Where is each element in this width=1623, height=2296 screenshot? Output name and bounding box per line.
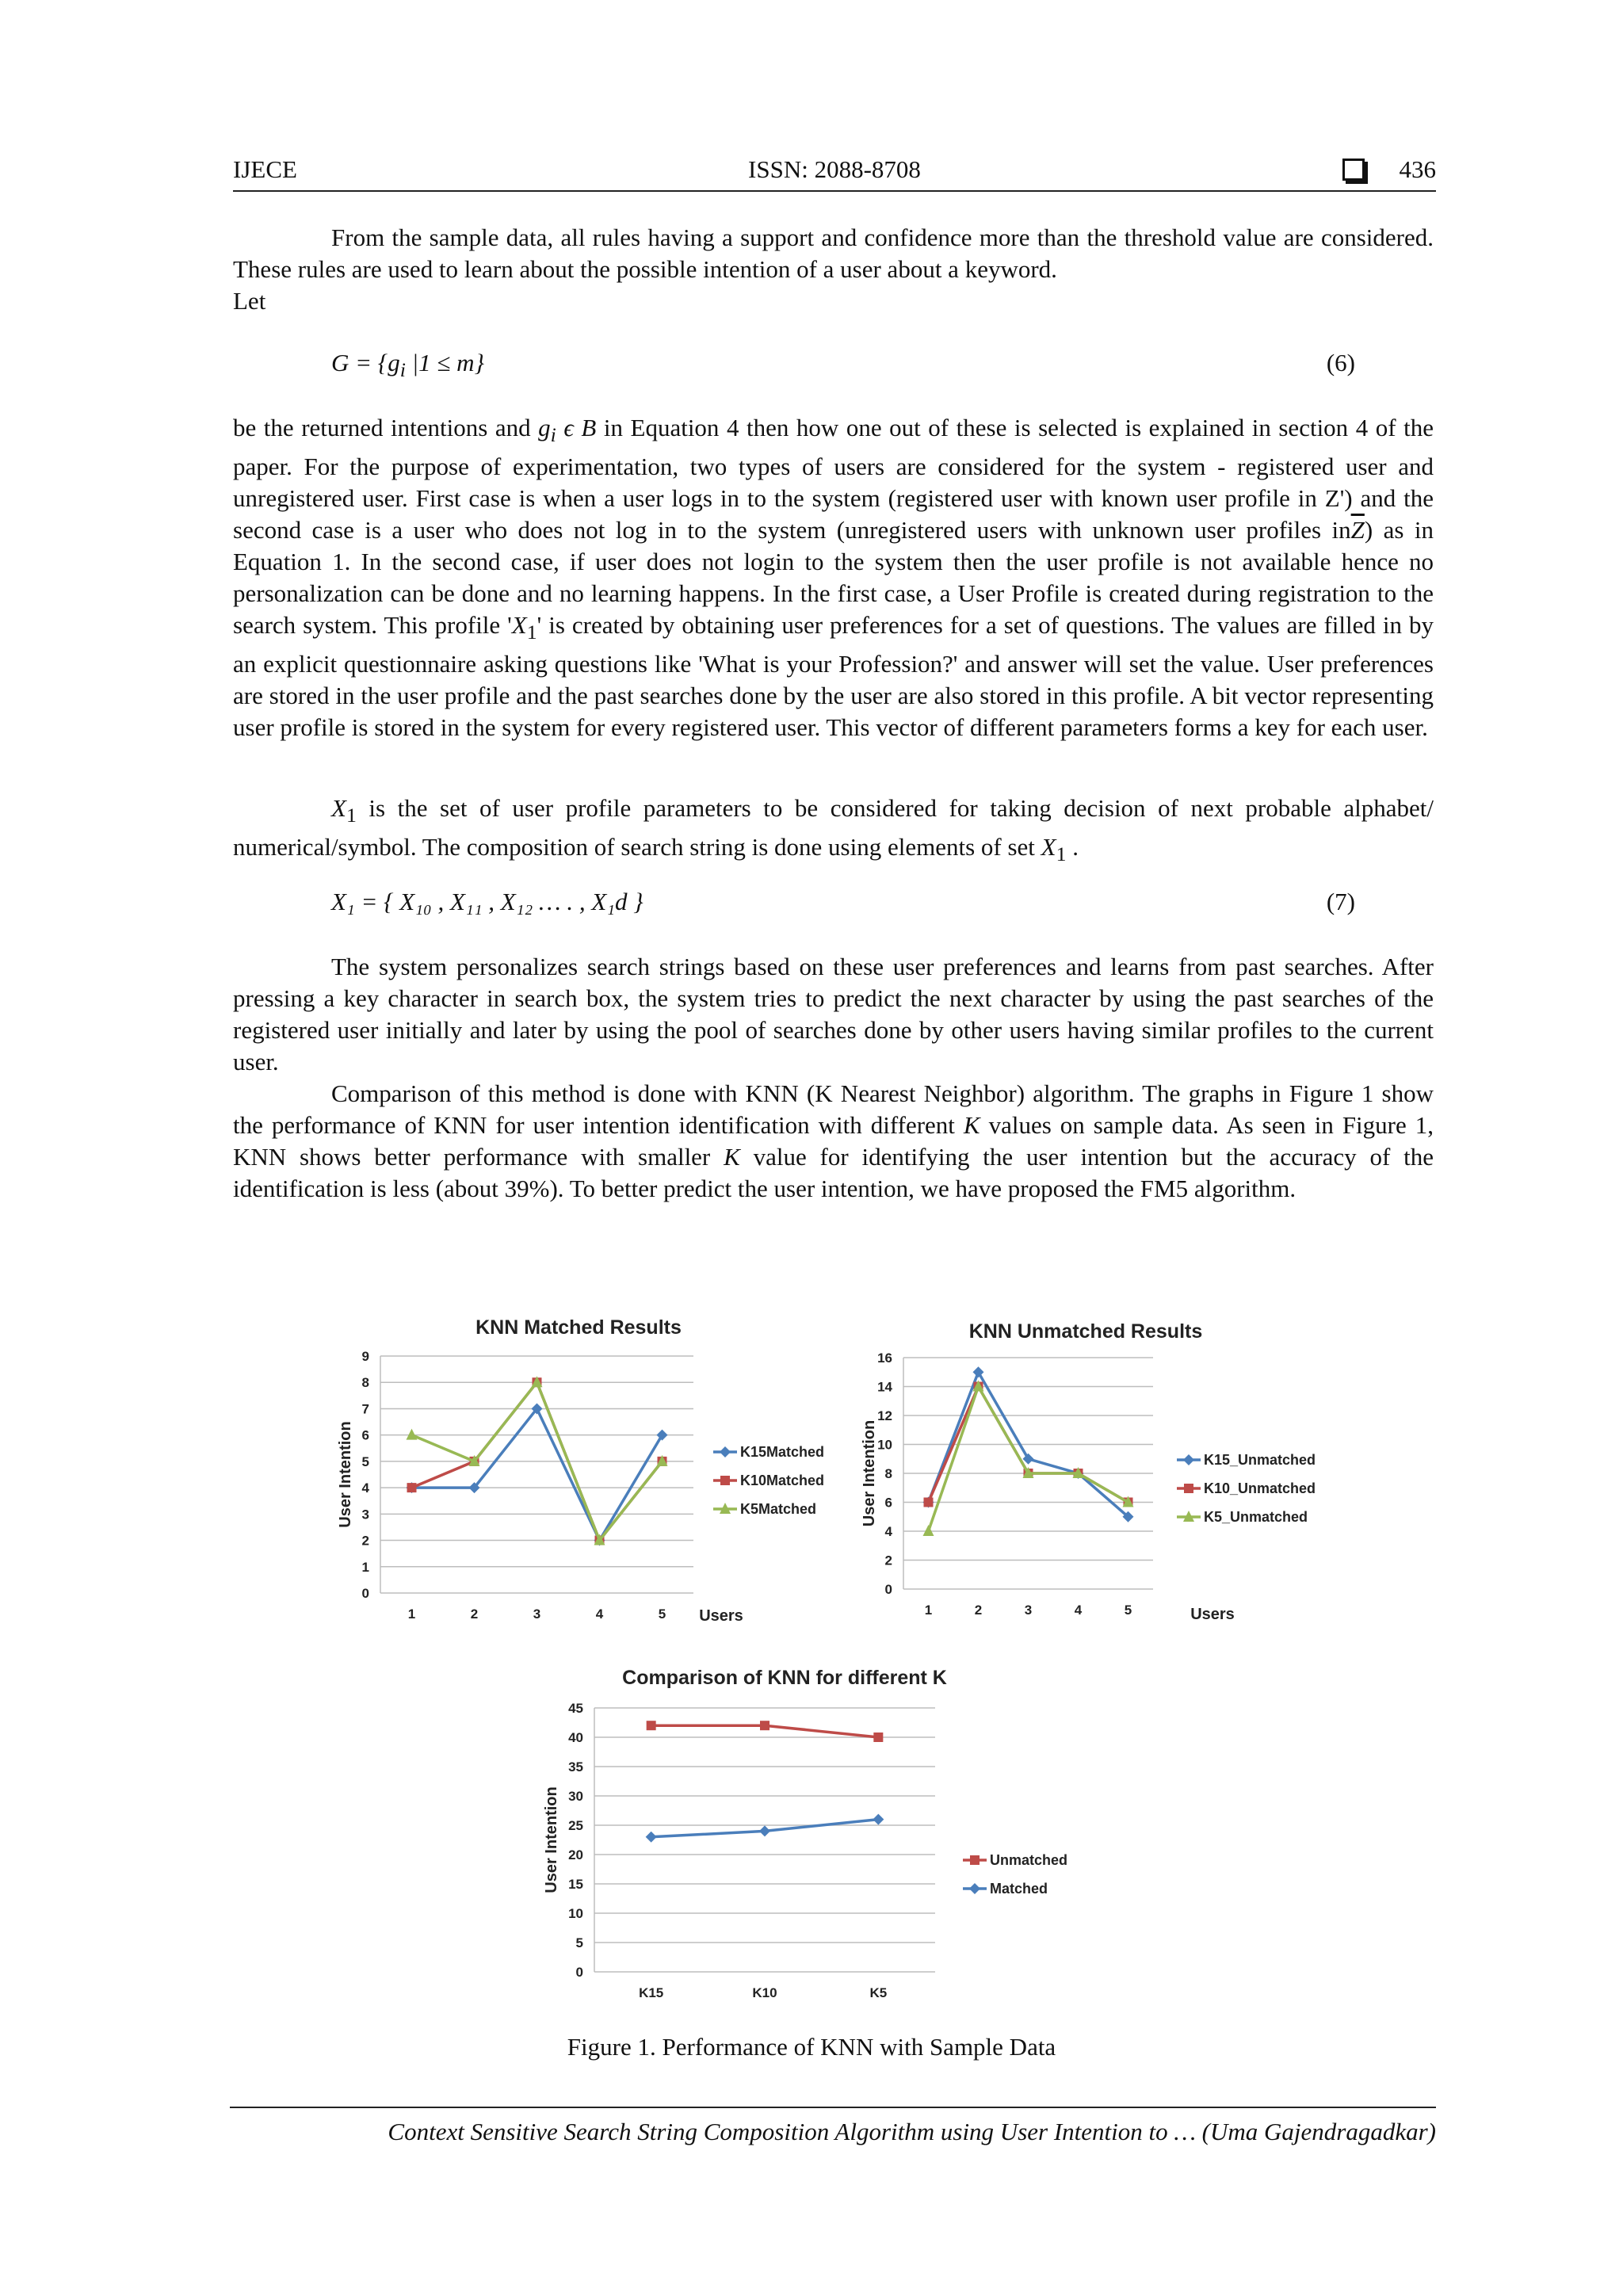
y-tick-label: 0	[575, 1965, 583, 1980]
data-point	[759, 1825, 770, 1836]
equation-6-lhs: G = {g	[331, 349, 400, 376]
p3-text-a: is the set of user profile parameters to be considered for taking decision of next probable alphabet/ numerical/symbol. The composition of search string is done using elements of set	[233, 794, 1434, 861]
page-footer: Context Sensitive Search String Composition Algorithm using User Intention to … (Uma Gajendragadkar)	[230, 2107, 1436, 2146]
legend-label: K5Matched	[740, 1501, 817, 1517]
y-tick-label: 8	[884, 1466, 892, 1481]
x-tick-label: 5	[658, 1606, 666, 1622]
p2-x-sub: 1	[526, 621, 537, 644]
data-point	[873, 1814, 884, 1825]
legend-marker	[720, 1446, 731, 1457]
y-tick-label: 15	[568, 1877, 583, 1892]
x-tick-label: 2	[470, 1606, 479, 1622]
x-axis-label: Users	[1190, 1606, 1235, 1623]
chart-knn-matched-svg	[333, 1312, 824, 1645]
data-point	[646, 1832, 657, 1843]
equation-7	[331, 888, 1355, 916]
y-tick-label: 6	[361, 1427, 369, 1443]
paragraph-1: From the sample data, all rules having a support and confidence more than the threshold value are considered. These rules are used to learn about the possible intention of a user about a keyword.	[233, 223, 1434, 283]
y-tick-label: 45	[568, 1701, 583, 1716]
x-tick-label: 3	[1024, 1603, 1033, 1618]
data-point	[973, 1366, 984, 1377]
y-tick-label: 35	[568, 1759, 583, 1775]
y-axis-label: User Intention	[543, 1786, 560, 1893]
chart-title: KNN Unmatched Results	[968, 1320, 1203, 1343]
p2-g: g	[538, 414, 551, 441]
y-tick-label: 5	[361, 1454, 369, 1469]
y-tick-label: 16	[877, 1350, 892, 1366]
p2-text-d: ' is created by obtaining user preferences for a set of questions. The values are filled in by an explicit questionnaire asking questions like 'What is your Profession?' and answer will set the value. User preferences are stored in the user profile and the past searches done by the user are also stored in this profile. A bit vector representing user profile is stored in the system for every registered user. This vector of different parameters forms a key for each user.	[233, 611, 1434, 742]
x-tick-label: 4	[1074, 1603, 1083, 1618]
p5-text-c: value for identifying the user intention but the accuracy of the identification is less (about 39%). To better predict the user intention, we have proposed the FM5 algorithm.	[233, 1143, 1434, 1202]
legend-marker	[1184, 1484, 1193, 1493]
y-tick-label: 0	[884, 1582, 892, 1597]
x-tick-label: 1	[407, 1606, 416, 1622]
y-tick-label: 40	[568, 1730, 583, 1745]
data-point	[407, 1483, 417, 1492]
p2-text-c: ) as in Equation 1. In the second case, if user does not login to the system then the user profile is not available hence no personalization can be done and no learning happens. In the first case, a User Profile is created during registration to the search system. This profile '	[233, 516, 1434, 640]
p2-text-b: in Equation 4 then how one out of these is selected is explained in section 4 of the paper. For the purpose of experimentation, two types of users are considered for the system - registered user and unregistered user. First case is when a user logs in to the system (registered user with known user profile in Z') and the second case is a user who does not log in to the system (unregistered users with unknown user profiles in	[233, 414, 1434, 544]
legend-label: Unmatched	[990, 1852, 1068, 1868]
y-tick-label: 30	[568, 1789, 583, 1804]
data-point	[924, 1498, 934, 1507]
x-tick-label: 2	[974, 1603, 983, 1618]
x-tick-label: 3	[533, 1606, 541, 1622]
data-point	[407, 1429, 418, 1440]
y-tick-label: 20	[568, 1847, 583, 1862]
legend-label: K10Matched	[740, 1473, 825, 1488]
x-tick-label: 4	[595, 1606, 604, 1622]
chart-knn-unmatched-svg	[860, 1320, 1316, 1645]
chart-knn-unmatched	[860, 1320, 1316, 1645]
p2-g-sub: i	[550, 423, 556, 447]
legend-marker	[969, 1883, 980, 1894]
y-tick-label: 4	[884, 1524, 892, 1539]
y-tick-label: 5	[575, 1935, 583, 1950]
y-tick-label: 4	[361, 1480, 369, 1496]
y-axis-label: User Intention	[337, 1421, 354, 1528]
chart-title: Comparison of KNN for different K	[622, 1667, 947, 1689]
data-point	[923, 1525, 934, 1536]
data-point	[647, 1721, 656, 1730]
y-axis-label: User Intention	[861, 1419, 878, 1527]
paragraph-4: The system personalizes search strings based on these user preferences and learns from past searches. After pressing a key character in search box, the system tries to predict the next character by using the past searches of the registered user initially and later by using the pool of searches done by other users having similar profiles to the current user.	[233, 953, 1434, 1075]
issn-label: ISSN: 2088-8708	[748, 155, 921, 183]
equation-6-number: (6)	[1326, 349, 1355, 376]
p5-k: K	[963, 1111, 980, 1139]
equation-6-sub: i	[399, 358, 406, 382]
y-tick-label: 3	[361, 1507, 369, 1522]
series-line-k15matched	[412, 1408, 663, 1540]
figure-caption: Figure 1. Performance of KNN with Sample Data	[567, 2033, 1056, 2061]
y-tick-label: 25	[568, 1818, 583, 1833]
y-tick-label: 7	[361, 1401, 369, 1417]
y-tick-label: 10	[877, 1437, 892, 1453]
x-tick-label: K5	[869, 1985, 888, 2000]
chart-knn-matched	[333, 1312, 824, 1645]
legend-label: K15_Unmatched	[1204, 1452, 1316, 1468]
p3-x2-sub: 1	[1056, 842, 1067, 866]
p2-zbar: $\overline{Z}$	[1350, 516, 1365, 544]
paragraph-2	[233, 412, 1434, 743]
y-tick-label: 2	[361, 1533, 369, 1549]
x-tick-label: 5	[1124, 1603, 1132, 1618]
p5-k2: K	[724, 1143, 740, 1171]
p5-text-b: values on sample data. As seen in Figure 1, KNN shows better performance with smaller	[233, 1111, 1434, 1171]
x-tick-label: K10	[752, 1985, 777, 2000]
chart-knn-comparison-svg	[539, 1668, 1094, 2009]
p3-x-sub: 1	[346, 804, 357, 827]
x-tick-label: K15	[639, 1985, 664, 2000]
p5-text-a: Comparison of this method is done with KNN (K Nearest Neighbor) algorithm. The graphs in Figure 1 show the performance of KNN for user intention identification with different	[233, 1079, 1434, 1139]
let-line: Let	[233, 287, 266, 315]
legend-label: Matched	[990, 1881, 1048, 1897]
y-tick-label: 6	[884, 1495, 892, 1511]
paragraph-3	[233, 793, 1434, 870]
journal-name: IJECE	[233, 155, 297, 183]
data-point	[760, 1721, 769, 1730]
chart-title: KNN Matched Results	[475, 1316, 682, 1339]
square-bullet-icon	[1342, 159, 1365, 181]
p2-text-a: be the returned intentions and	[233, 414, 539, 441]
y-tick-label: 9	[361, 1349, 369, 1364]
legend-marker	[720, 1476, 730, 1485]
p2-in-b: ϵ B	[556, 414, 597, 441]
y-tick-label: 2	[884, 1553, 892, 1568]
legend-label: K10_Unmatched	[1204, 1480, 1316, 1496]
y-tick-label: 0	[361, 1586, 369, 1601]
data-point	[873, 1733, 883, 1742]
equation-7-body: X₁ = { X₁₀ , X₁₁ , X₁₂ … . , X₁d }	[331, 888, 643, 915]
legend-marker	[1183, 1454, 1194, 1465]
p3-end: .	[1066, 833, 1079, 861]
x-axis-label: Users	[699, 1607, 743, 1625]
y-tick-label: 14	[877, 1379, 892, 1395]
page-number: 436	[1399, 155, 1436, 183]
data-point	[1023, 1454, 1034, 1465]
legend-label: K5_Unmatched	[1204, 1509, 1308, 1525]
equation-6-rhs: |1 ≤ m}	[405, 349, 484, 376]
y-tick-label: 10	[568, 1906, 583, 1921]
p3-x2: X	[1041, 833, 1056, 861]
legend-marker	[970, 1855, 980, 1865]
y-tick-label: 1	[361, 1559, 369, 1575]
legend-label: K15Matched	[740, 1444, 825, 1460]
x-tick-label: 1	[924, 1603, 933, 1618]
equation-6	[331, 349, 1355, 382]
paragraph-5	[233, 1078, 1434, 1205]
equation-7-number: (7)	[1326, 888, 1355, 915]
p3-x: X	[331, 794, 346, 822]
y-tick-label: 12	[877, 1408, 892, 1423]
page-header	[233, 155, 1436, 192]
chart-knn-comparison	[539, 1668, 1094, 2009]
y-tick-label: 8	[361, 1375, 369, 1391]
p2-x: X	[511, 611, 527, 640]
